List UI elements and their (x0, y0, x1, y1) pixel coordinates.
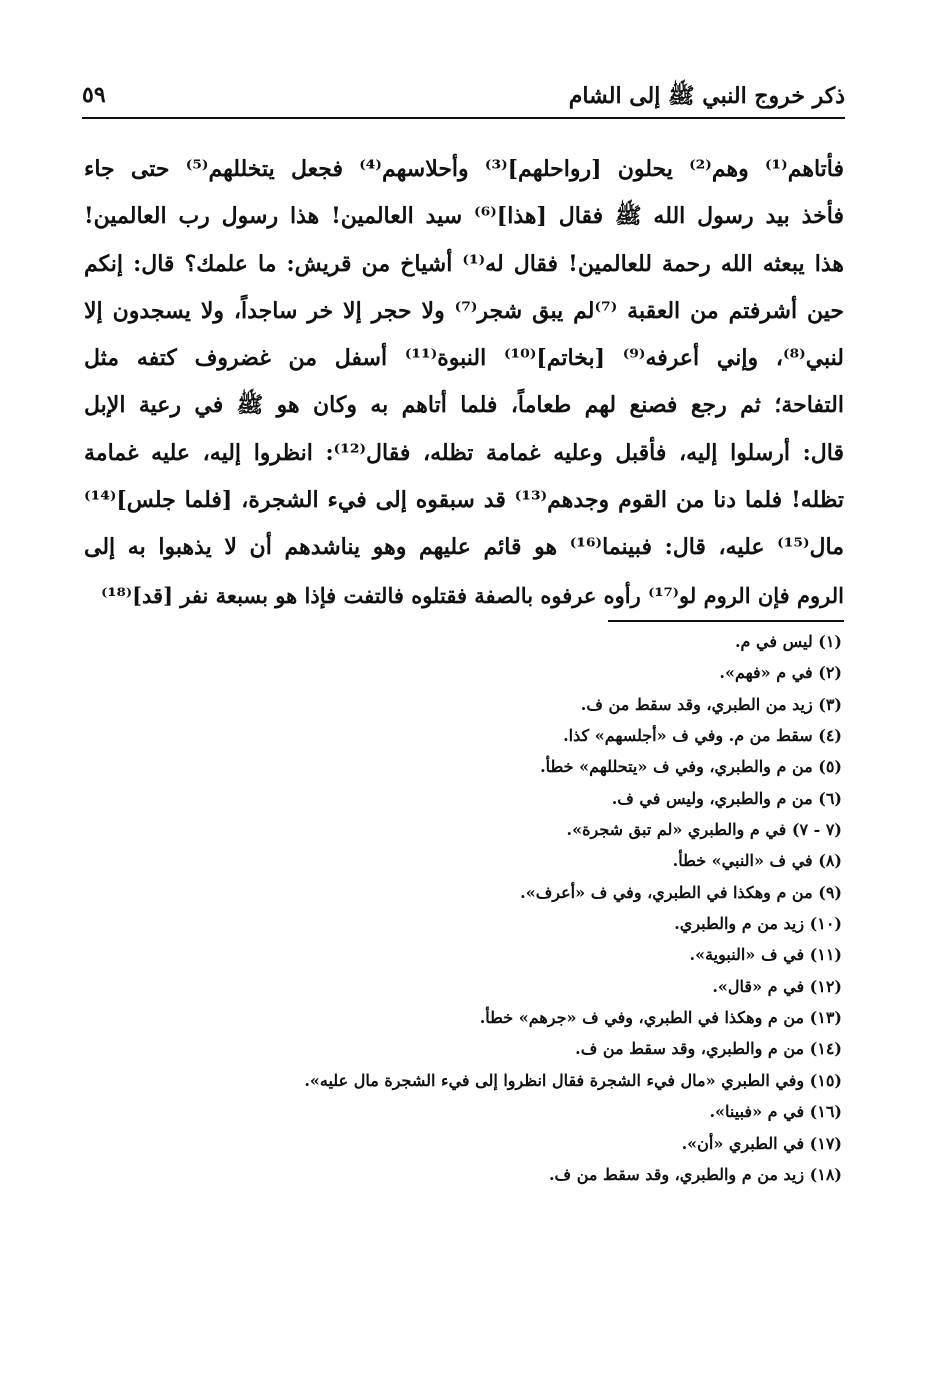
footnote: (١٢) في م «قال». (712, 976, 842, 996)
footnote: (٥) من م والطبري، وفي ف «يتحللهم» خطأ. (540, 757, 842, 777)
footnote: (١٦) في م «فبينا». (709, 1102, 842, 1122)
footnote: (١٣) من م وهكذا في الطبري، وفي ف «جرهم» خطأ. (479, 1008, 842, 1028)
text-line: الروم فإن الروم لو⁽¹⁷⁾ رأوه عرفوه بالصفة فقتلوه فالتفت فإذا هو بسبعة نفر [قد]⁽¹⁸⁾ (101, 582, 844, 608)
text-line: التفاحة؛ ثم رجع فصنع لهم طعاماً، فلما أتاهم به وكان هو ﷺ في رعية الإبل (84, 392, 844, 419)
footnote: (١٠) زيد من م والطبري. (674, 914, 842, 934)
footnote: (١٤) من م والطبري، وقد سقط من ف. (575, 1039, 842, 1059)
text-line: حين أشرفتم من العقبة ⁽⁷⁾لم يبق شجر⁽⁷⁾ ولا حجر إلا خر ساجداً، ولا يسجدون إلا (84, 297, 844, 324)
footnotes (282, 626, 842, 1190)
footnote: (٧ - ٧) في م والطبري «لم تبق شجرة». (566, 820, 842, 840)
footnote: (١٧) في الطبري «أن». (681, 1133, 842, 1153)
footnote: (٣) زيد من الطبري، وقد سقط من ف. (580, 694, 842, 714)
footnote: (٢) في م «فهم». (719, 663, 842, 683)
footnote: (٩) من م وهكذا في الطبري، وفي ف «أعرف». (520, 882, 842, 902)
text-line: هذا يبعثه الله رحمة للعالمين! فقال له⁽¹⁾ أشياخ من قريش: ما علمك؟ قال: إنكم (84, 250, 844, 277)
text-line: قال: أرسلوا إليه، فأقبل وعليه غمامة تظله، فقال⁽¹²⁾: انظروا إليه، عليه غمامة (84, 439, 844, 466)
header-title: ذكر خروج النبي ﷺ إلى الشام (568, 83, 845, 109)
footnote: (٤) سقط من م. وفي ف «أجلسهم» كذا. (563, 726, 842, 746)
footnote-separator (608, 620, 844, 622)
text-line: فأخذ بيد رسول الله ﷺ فقال [هذا]⁽⁶⁾ سيد العالمين! هذا رسول رب العالمين! (84, 203, 844, 230)
text-line: مال⁽¹⁵⁾ عليه، قال: فبينما⁽¹⁶⁾ هو قائم عليهم وهو يناشدهم أن لا يذهبوا به إلى (84, 534, 844, 561)
footnote: (١) ليس في م. (734, 632, 842, 651)
text-line: فأتاهم⁽¹⁾ وهم⁽²⁾ يحلون [رواحلهم]⁽³⁾ وأحلاسهم⁽⁴⁾ فجعل يتخللهم⁽⁵⁾ حتى جاء (84, 156, 844, 182)
page-number: ٥٩ (82, 82, 106, 108)
main-text (84, 146, 844, 619)
text-line: تظله! فلما دنا من القوم وجدهم⁽¹³⁾ قد سبقوه إلى فيء الشجرة، [فلما جلس]⁽¹⁴⁾ (84, 487, 844, 514)
text-line: لنبي⁽⁸⁾، وإني أعرفه⁽⁹⁾ [بخاتم]⁽¹⁰⁾ النبوة⁽¹¹⁾ أسفل من غضروف كتفه مثل (84, 345, 845, 372)
footnote: (٨) في ف «النبي» خطأ. (672, 851, 842, 871)
header-rule (82, 117, 845, 119)
running-header (82, 80, 845, 114)
footnote: (١١) في ف «النبوية». (689, 945, 842, 965)
footnote: (٦) من م والطبري، وليس في ف. (611, 788, 842, 808)
footnote: (١٨) زيد من م والطبري، وقد سقط من ف. (548, 1164, 842, 1184)
footnote: (١٥) وفي الطبري «مال فيء الشجرة فقال انظروا إلى فيء الشجرة مال عليه». (304, 1070, 842, 1090)
